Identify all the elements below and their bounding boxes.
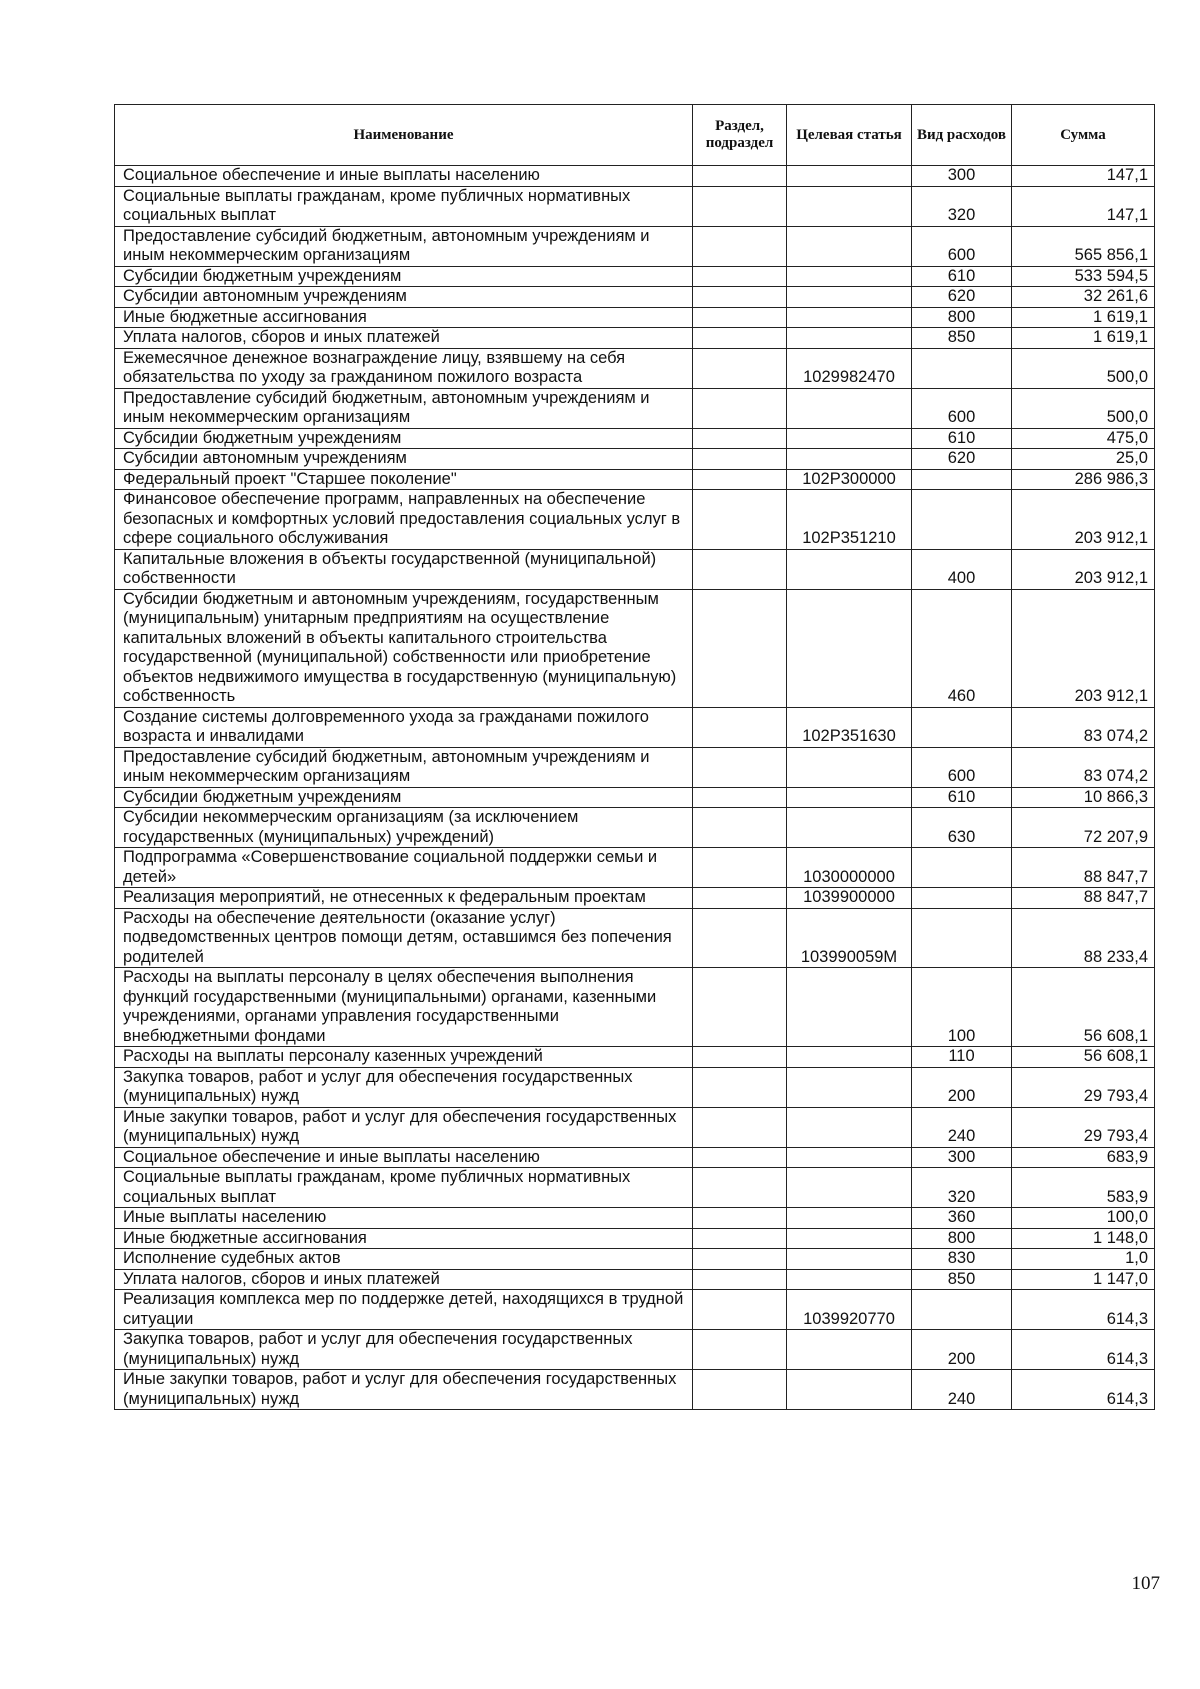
cell-name: Субсидии бюджетным и автономным учреждениям, государственным (муниципальным) унитарным предприятиям на осуществление капитальных вложений в объекты капитального строительства государственной (муниципальной) собственности или приобретение объектов недвижимого имущества в государственную (муниципальную) собственность (115, 589, 693, 707)
cell-vid: 300 (912, 1147, 1012, 1168)
cell-razdel (693, 1330, 787, 1370)
cell-name: Иные выплаты населению (115, 1208, 693, 1229)
cell-razdel (693, 287, 787, 308)
cell-article: 102P300000 (787, 469, 912, 490)
cell-sum: 72 207,9 (1012, 808, 1155, 848)
cell-name: Подпрограмма «Совершенствование социальной поддержки семьи и детей» (115, 848, 693, 888)
cell-vid: 620 (912, 287, 1012, 308)
page-number: 107 (1131, 1573, 1160, 1594)
table-row (115, 226, 1155, 266)
cell-article (787, 1168, 912, 1208)
cell-article (787, 266, 912, 287)
cell-sum: 286 986,3 (1012, 469, 1155, 490)
cell-razdel (693, 428, 787, 449)
cell-sum: 500,0 (1012, 348, 1155, 388)
header-vid: Вид расходов (912, 105, 1012, 166)
cell-name: Иные закупки товаров, работ и услуг для обеспечения государственных (муниципальных) нужд (115, 1370, 693, 1410)
table-row (115, 166, 1155, 187)
cell-article (787, 226, 912, 266)
cell-vid (912, 1290, 1012, 1330)
cell-article (787, 449, 912, 470)
table-row (115, 1067, 1155, 1107)
cell-name: Расходы на выплаты персоналу казенных учреждений (115, 1047, 693, 1068)
cell-vid: 320 (912, 186, 1012, 226)
table-row (115, 1047, 1155, 1068)
cell-name: Иные бюджетные ассигнования (115, 307, 693, 328)
cell-article: 102P351210 (787, 490, 912, 550)
cell-vid: 320 (912, 1168, 1012, 1208)
table-row (115, 1228, 1155, 1249)
cell-article: 1030000000 (787, 848, 912, 888)
cell-article (787, 328, 912, 349)
cell-razdel (693, 166, 787, 187)
cell-article (787, 428, 912, 449)
cell-article (787, 808, 912, 848)
cell-razdel (693, 1067, 787, 1107)
cell-sum: 583,9 (1012, 1168, 1155, 1208)
cell-razdel (693, 707, 787, 747)
cell-razdel (693, 1107, 787, 1147)
cell-razdel (693, 747, 787, 787)
cell-name: Социальное обеспечение и иные выплаты населению (115, 1147, 693, 1168)
cell-article (787, 589, 912, 707)
cell-razdel (693, 226, 787, 266)
cell-vid: 600 (912, 747, 1012, 787)
cell-vid: 240 (912, 1370, 1012, 1410)
cell-article (787, 787, 912, 808)
cell-name: Социальное обеспечение и иные выплаты населению (115, 166, 693, 187)
cell-name: Финансовое обеспечение программ, направленных на обеспечение безопасных и комфортных условий предоставления социальных услуг в сфере социального обслуживания (115, 490, 693, 550)
cell-razdel (693, 186, 787, 226)
cell-name: Субсидии автономным учреждениям (115, 449, 693, 470)
cell-article (787, 307, 912, 328)
cell-sum: 88 233,4 (1012, 908, 1155, 968)
header-article: Целевая статья (787, 105, 912, 166)
cell-sum: 203 912,1 (1012, 549, 1155, 589)
cell-razdel (693, 1168, 787, 1208)
table-row (115, 908, 1155, 968)
cell-razdel (693, 1249, 787, 1270)
cell-sum: 1 147,0 (1012, 1269, 1155, 1290)
cell-sum: 32 261,6 (1012, 287, 1155, 308)
table-row (115, 348, 1155, 388)
cell-name: Создание системы долговременного ухода за гражданами пожилого возраста и инвалидами (115, 707, 693, 747)
cell-vid: 850 (912, 328, 1012, 349)
cell-article (787, 1067, 912, 1107)
cell-sum: 500,0 (1012, 388, 1155, 428)
cell-article (787, 1370, 912, 1410)
cell-article (787, 1107, 912, 1147)
cell-name: Предоставление субсидий бюджетным, автономным учреждениям и иным некоммерческим организациям (115, 388, 693, 428)
table-row (115, 549, 1155, 589)
cell-vid: 200 (912, 1330, 1012, 1370)
cell-name: Уплата налогов, сборов и иных платежей (115, 328, 693, 349)
cell-name: Ежемесячное денежное вознаграждение лицу, взявшему на себя обязательства по уходу за гражданином пожилого возраста (115, 348, 693, 388)
cell-razdel (693, 449, 787, 470)
cell-sum: 83 074,2 (1012, 707, 1155, 747)
cell-article (787, 1208, 912, 1229)
cell-sum: 475,0 (1012, 428, 1155, 449)
cell-name: Уплата налогов, сборов и иных платежей (115, 1269, 693, 1290)
cell-article (787, 549, 912, 589)
header-razdel: Раздел, подраздел (693, 105, 787, 166)
cell-name: Закупка товаров, работ и услуг для обеспечения государственных (муниципальных) нужд (115, 1067, 693, 1107)
table-row (115, 787, 1155, 808)
cell-article: 1039920770 (787, 1290, 912, 1330)
cell-name: Федеральный проект "Старшее поколение" (115, 469, 693, 490)
table-row (115, 428, 1155, 449)
table-row (115, 469, 1155, 490)
cell-razdel (693, 1208, 787, 1229)
cell-article (787, 1269, 912, 1290)
cell-razdel (693, 328, 787, 349)
cell-vid (912, 888, 1012, 909)
cell-name: Расходы на обеспечение деятельности (оказание услуг) подведомственных центров помощи детям, оставшимся без попечения родителей (115, 908, 693, 968)
cell-name: Исполнение судебных актов (115, 1249, 693, 1270)
cell-vid: 360 (912, 1208, 1012, 1229)
cell-name: Закупка товаров, работ и услуг для обеспечения государственных (муниципальных) нужд (115, 1330, 693, 1370)
cell-name: Социальные выплаты гражданам, кроме публичных нормативных социальных выплат (115, 1168, 693, 1208)
cell-vid: 830 (912, 1249, 1012, 1270)
table-row (115, 1208, 1155, 1229)
cell-article: 1039900000 (787, 888, 912, 909)
table-row (115, 1330, 1155, 1370)
cell-razdel (693, 549, 787, 589)
table-row (115, 1249, 1155, 1270)
cell-sum: 614,3 (1012, 1290, 1155, 1330)
cell-razdel (693, 388, 787, 428)
cell-vid: 800 (912, 1228, 1012, 1249)
cell-name: Реализация мероприятий, не отнесенных к федеральным проектам (115, 888, 693, 909)
cell-name: Реализация комплекса мер по поддержке детей, находящихся в трудной ситуации (115, 1290, 693, 1330)
cell-article: 103990059M (787, 908, 912, 968)
cell-vid: 240 (912, 1107, 1012, 1147)
cell-vid: 460 (912, 589, 1012, 707)
table-row (115, 388, 1155, 428)
cell-razdel (693, 266, 787, 287)
cell-sum: 1 148,0 (1012, 1228, 1155, 1249)
cell-sum: 147,1 (1012, 166, 1155, 187)
cell-vid (912, 348, 1012, 388)
cell-razdel (693, 1370, 787, 1410)
cell-sum: 29 793,4 (1012, 1107, 1155, 1147)
cell-sum: 83 074,2 (1012, 747, 1155, 787)
cell-sum: 88 847,7 (1012, 888, 1155, 909)
cell-sum: 683,9 (1012, 1147, 1155, 1168)
cell-article: 1029982470 (787, 348, 912, 388)
cell-sum: 614,3 (1012, 1370, 1155, 1410)
cell-name: Субсидии бюджетным учреждениям (115, 787, 693, 808)
cell-vid: 300 (912, 166, 1012, 187)
cell-vid: 610 (912, 266, 1012, 287)
cell-vid: 800 (912, 307, 1012, 328)
cell-sum: 203 912,1 (1012, 589, 1155, 707)
cell-vid (912, 707, 1012, 747)
cell-name: Капитальные вложения в объекты государственной (муниципальной) собственности (115, 549, 693, 589)
table-row (115, 968, 1155, 1047)
table-row (115, 490, 1155, 550)
cell-vid: 620 (912, 449, 1012, 470)
cell-sum: 533 594,5 (1012, 266, 1155, 287)
cell-article: 102P351630 (787, 707, 912, 747)
cell-sum: 25,0 (1012, 449, 1155, 470)
cell-vid: 630 (912, 808, 1012, 848)
table-row (115, 1168, 1155, 1208)
cell-name: Субсидии бюджетным учреждениям (115, 428, 693, 449)
table-row (115, 888, 1155, 909)
header-sum: Сумма (1012, 105, 1155, 166)
table-row (115, 848, 1155, 888)
cell-vid: 110 (912, 1047, 1012, 1068)
cell-razdel (693, 1290, 787, 1330)
cell-razdel (693, 888, 787, 909)
cell-sum: 1 619,1 (1012, 328, 1155, 349)
cell-article (787, 166, 912, 187)
header-name: Наименование (115, 105, 693, 166)
table-row (115, 747, 1155, 787)
cell-name: Иные бюджетные ассигнования (115, 1228, 693, 1249)
cell-name: Иные закупки товаров, работ и услуг для обеспечения государственных (муниципальных) нужд (115, 1107, 693, 1147)
table-row (115, 328, 1155, 349)
table-row (115, 1370, 1155, 1410)
table-row (115, 307, 1155, 328)
cell-sum: 29 793,4 (1012, 1067, 1155, 1107)
cell-article (787, 287, 912, 308)
cell-vid: 200 (912, 1067, 1012, 1107)
cell-name: Расходы на выплаты персоналу в целях обеспечения выполнения функций государственными (муниципальными) органами, казенными учреждениями, органами управления государственными внебюджетными фондами (115, 968, 693, 1047)
table-row (115, 449, 1155, 470)
cell-sum: 56 608,1 (1012, 1047, 1155, 1068)
table-row (115, 1290, 1155, 1330)
cell-razdel (693, 307, 787, 328)
cell-razdel (693, 1047, 787, 1068)
cell-vid: 850 (912, 1269, 1012, 1290)
table-row (115, 266, 1155, 287)
cell-sum: 56 608,1 (1012, 968, 1155, 1047)
cell-article (787, 1228, 912, 1249)
cell-name: Субсидии некоммерческим организациям (за исключением государственных (муниципальных) учреждений) (115, 808, 693, 848)
cell-article (787, 1147, 912, 1168)
table-row (115, 186, 1155, 226)
cell-sum: 147,1 (1012, 186, 1155, 226)
cell-razdel (693, 490, 787, 550)
table-body (115, 166, 1155, 1410)
cell-razdel (693, 589, 787, 707)
cell-vid: 600 (912, 388, 1012, 428)
cell-vid (912, 469, 1012, 490)
cell-article (787, 186, 912, 226)
cell-name: Субсидии автономным учреждениям (115, 287, 693, 308)
cell-sum: 88 847,7 (1012, 848, 1155, 888)
cell-article (787, 1249, 912, 1270)
cell-article (787, 968, 912, 1047)
cell-razdel (693, 808, 787, 848)
cell-vid: 610 (912, 428, 1012, 449)
cell-article (787, 388, 912, 428)
cell-razdel (693, 1147, 787, 1168)
cell-vid: 400 (912, 549, 1012, 589)
budget-table (114, 104, 1155, 1410)
cell-razdel (693, 787, 787, 808)
table-row (115, 589, 1155, 707)
cell-razdel (693, 848, 787, 888)
cell-name: Предоставление субсидий бюджетным, автономным учреждениям и иным некоммерческим организациям (115, 747, 693, 787)
cell-vid (912, 908, 1012, 968)
cell-razdel (693, 968, 787, 1047)
cell-sum: 10 866,3 (1012, 787, 1155, 808)
table-row (115, 707, 1155, 747)
table-row (115, 1269, 1155, 1290)
table-row (115, 1147, 1155, 1168)
cell-name: Социальные выплаты гражданам, кроме публичных нормативных социальных выплат (115, 186, 693, 226)
table-row (115, 808, 1155, 848)
cell-vid: 100 (912, 968, 1012, 1047)
cell-vid: 600 (912, 226, 1012, 266)
cell-razdel (693, 1269, 787, 1290)
table-row (115, 1107, 1155, 1147)
cell-article (787, 747, 912, 787)
table-header (115, 105, 1155, 166)
cell-name: Предоставление субсидий бюджетным, автономным учреждениям и иным некоммерческим организациям (115, 226, 693, 266)
cell-sum: 203 912,1 (1012, 490, 1155, 550)
cell-name: Субсидии бюджетным учреждениям (115, 266, 693, 287)
cell-sum: 565 856,1 (1012, 226, 1155, 266)
cell-sum: 1,0 (1012, 1249, 1155, 1270)
header-row (115, 105, 1155, 166)
cell-sum: 614,3 (1012, 1330, 1155, 1370)
cell-razdel (693, 348, 787, 388)
cell-razdel (693, 469, 787, 490)
cell-vid (912, 490, 1012, 550)
cell-sum: 1 619,1 (1012, 307, 1155, 328)
cell-vid: 610 (912, 787, 1012, 808)
cell-razdel (693, 908, 787, 968)
table-row (115, 287, 1155, 308)
cell-article (787, 1047, 912, 1068)
cell-razdel (693, 1228, 787, 1249)
cell-article (787, 1330, 912, 1370)
cell-vid (912, 848, 1012, 888)
cell-sum: 100,0 (1012, 1208, 1155, 1229)
